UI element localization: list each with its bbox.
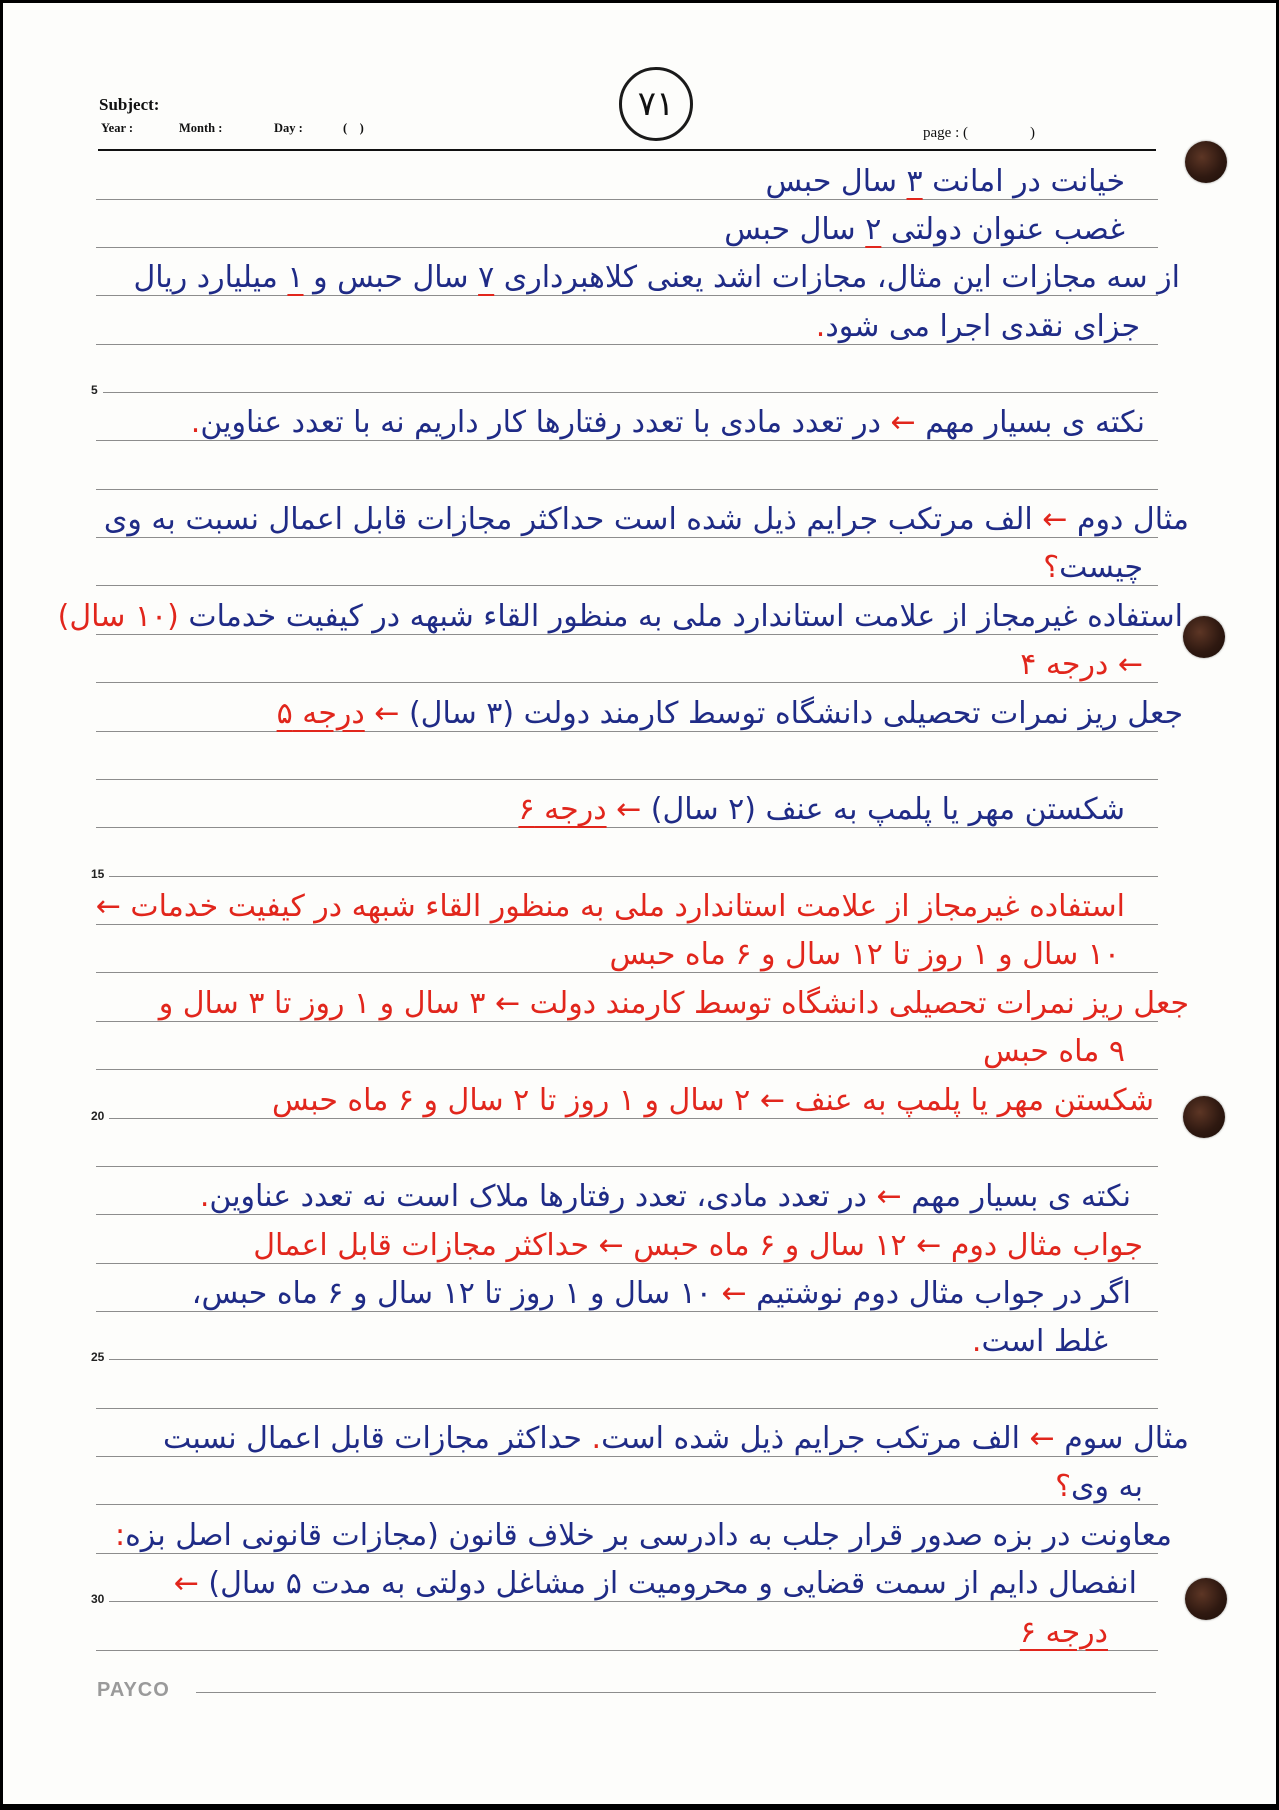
red-ink-text: جواب مثال دوم ← ۱۲ سال و ۶ ماه حبس ← حداکثر مجازات قابل اعمال	[253, 1227, 1143, 1263]
red-ink-text: درجه ۵	[276, 695, 365, 731]
red-ink-text: .	[971, 1324, 982, 1360]
blue-ink-text: ۳	[906, 163, 923, 199]
ruled-line	[96, 876, 1158, 877]
blue-ink-text: میلیارد ریال	[133, 260, 288, 296]
page-label: page : (	[923, 125, 968, 141]
binder-hole	[1183, 1096, 1225, 1138]
handwritten-line	[42, 1174, 1131, 1220]
handwritten-line	[42, 304, 1140, 350]
blue-ink-text: استفاده غیرمجاز از علامت استاندارد ملی به منظور القاء شبهه در کیفیت خدمات	[178, 598, 1183, 634]
handwritten-line	[42, 1464, 1143, 1510]
blue-ink-text: معاونت در بزه صدور قرار جلب به دادرسی بر خلاف قانون (مجازات قانونی اصل بزه	[125, 1517, 1172, 1553]
ruled-line	[96, 779, 1158, 780]
blue-ink-text: چیست	[1059, 550, 1143, 586]
blue-ink-text: خیانت در امانت	[922, 163, 1125, 199]
red-ink-text: ←	[1029, 1421, 1055, 1457]
blue-ink-text: ۲	[865, 211, 882, 247]
blue-ink-text: غلط است	[981, 1324, 1108, 1360]
year-label: Year :	[101, 121, 134, 135]
footer-brand-logo: PAYCO	[97, 1679, 170, 1701]
red-ink-text: ←	[890, 405, 916, 441]
page-label-close: )	[1030, 125, 1035, 141]
ruled-line	[96, 489, 1158, 490]
margin-line-number: 20	[88, 1108, 109, 1124]
handwritten-line	[42, 159, 1125, 205]
blue-ink-text: مثال دوم	[1067, 502, 1189, 538]
blue-ink-text: الف مرتکب جرایم ذیل شده است حداکثر مجازات قابل اعمال نسبت به وی	[103, 502, 1043, 538]
red-ink-text: ←	[1042, 502, 1068, 538]
blue-ink-text: الف مرتکب جرایم ذیل شده است	[601, 1421, 1030, 1457]
red-ink-text: ←	[173, 1566, 209, 1602]
blue-ink-text: جعل ریز نمرات تحصیلی دانشگاه توسط کارمند دولت (۳ سال)	[399, 695, 1183, 731]
handwritten-line	[128, 1319, 1108, 1365]
red-ink-text: .	[815, 308, 826, 344]
day-parentheses: ( )	[343, 121, 364, 135]
page-number-handwritten: ۷۱	[637, 84, 675, 124]
blue-ink-text: نکته ی بسیار مهم	[915, 405, 1145, 441]
binder-hole	[1183, 616, 1225, 658]
red-ink-text: استفاده غیرمجاز از علامت استاندارد ملی به منظور القاء شبهه در کیفیت خدمات ←	[95, 889, 1125, 925]
handwritten-line	[42, 255, 1180, 301]
handwritten-line	[42, 545, 1143, 591]
red-ink-text: ۹ ماه حبس	[983, 1034, 1125, 1070]
red-ink-text: ۱۰ سال و ۱ روز تا ۱۲ سال و ۶ ماه حبس	[609, 937, 1120, 973]
blue-ink-text: در تعدد مادی با تعدد رفتارها کار داریم نه با تعدد عناوین	[200, 405, 891, 441]
red-ink-text: ←	[876, 1179, 902, 1215]
blue-ink-text: شکستن مهر یا پلمپ به عنف (۲ سال)	[641, 792, 1125, 828]
binder-hole	[1185, 141, 1227, 183]
margin-line-number: 5	[88, 382, 103, 398]
handwritten-line	[42, 1513, 1172, 1559]
blue-ink-text: ۱۰ سال و ۱ روز تا ۱۲ سال و ۶ ماه حبس،	[191, 1276, 722, 1311]
blue-ink-text: جزای نقدی اجرا می شود	[825, 308, 1140, 344]
red-ink-text: .	[581, 1421, 602, 1457]
handwritten-line	[42, 594, 1183, 640]
blue-ink-text: مثال سوم	[1054, 1421, 1189, 1457]
red-ink-text: ←	[721, 1276, 747, 1311]
handwritten-line	[42, 932, 1120, 978]
handwritten-line	[42, 884, 1125, 930]
blue-ink-text: در تعدد مادی، تعدد رفتارها ملاک است نه تعدد عناوین	[209, 1179, 877, 1215]
ruled-line	[96, 392, 1158, 393]
blue-ink-text: ۷	[478, 260, 495, 296]
month-label: Month :	[179, 121, 223, 135]
handwritten-line	[128, 1078, 1154, 1124]
blue-ink-text: سال حبس و	[303, 260, 479, 296]
red-ink-text: ←	[606, 792, 642, 828]
red-ink-text: درجه ۶	[518, 792, 607, 828]
handwritten-line	[42, 497, 1189, 543]
handwritten-line	[132, 1561, 1137, 1607]
handwritten-line	[42, 1271, 1131, 1317]
blue-ink-text: سال حبس	[724, 211, 866, 247]
red-ink-text: جعل ریز نمرات تحصیلی دانشگاه توسط کارمند دولت ← ۳ سال و ۱ روز تا ۳ سال و	[158, 985, 1189, 1021]
blue-ink-text: حداکثر مجازات قابل اعمال نسبت	[162, 1421, 582, 1457]
handwritten-line	[42, 1416, 1189, 1462]
red-ink-text: ؟	[1055, 1469, 1072, 1505]
blue-ink-text: از سه مجازات این مثال، مجازات اشد یعنی کلاهبرداری	[494, 260, 1180, 296]
blue-ink-text: اگر در جواب مثال دوم نوشتیم	[746, 1276, 1131, 1311]
red-ink-text: :	[114, 1517, 126, 1553]
red-ink-text: شکستن مهر یا پلمپ به عنف ← ۲ سال و ۱ روز تا ۲ سال و ۶ ماه حبس	[272, 1082, 1154, 1118]
day-label: Day :	[274, 121, 303, 135]
handwritten-line	[42, 400, 1145, 446]
ruled-line	[96, 1408, 1158, 1409]
red-ink-text: (۱۰ سال)	[57, 598, 179, 634]
binder-hole	[1185, 1578, 1227, 1620]
red-ink-text: .	[199, 1179, 210, 1215]
margin-line-number: 25	[88, 1349, 109, 1365]
blue-ink-text: نکته ی بسیار مهم	[901, 1179, 1131, 1215]
handwritten-line	[42, 691, 1183, 737]
red-ink-text: ←	[364, 695, 400, 731]
blue-ink-text: سال حبس	[765, 163, 907, 199]
handwritten-line	[42, 981, 1189, 1027]
footer-rule	[196, 1692, 1156, 1693]
ruled-line	[96, 1166, 1158, 1167]
page-number-circle	[619, 67, 693, 141]
handwritten-line	[42, 787, 1125, 833]
handwritten-line	[42, 207, 1125, 253]
blue-ink-text: به وی	[1071, 1469, 1143, 1505]
blue-ink-text: غصب عنوان دولتی	[881, 211, 1125, 247]
red-ink-text: درجه ۶	[1019, 1614, 1108, 1650]
blue-ink-text: انفصال دایم از سمت قضایی و محرومیت از مشاغل دولتی به مدت ۵ سال)	[208, 1566, 1137, 1602]
header-rule	[98, 149, 1156, 151]
handwritten-line	[42, 642, 1143, 688]
margin-line-number: 15	[88, 866, 109, 882]
red-ink-text: ← درجه ۴	[1020, 647, 1143, 683]
handwritten-line	[42, 1223, 1143, 1269]
margin-line-number: 30	[88, 1591, 109, 1607]
handwritten-line	[42, 1610, 1108, 1656]
subject-label: Subject:	[99, 95, 160, 114]
red-ink-text: ؟	[1043, 550, 1060, 586]
handwritten-line	[42, 1029, 1125, 1075]
red-ink-text: .	[190, 405, 201, 441]
blue-ink-text: ۱	[287, 260, 304, 296]
